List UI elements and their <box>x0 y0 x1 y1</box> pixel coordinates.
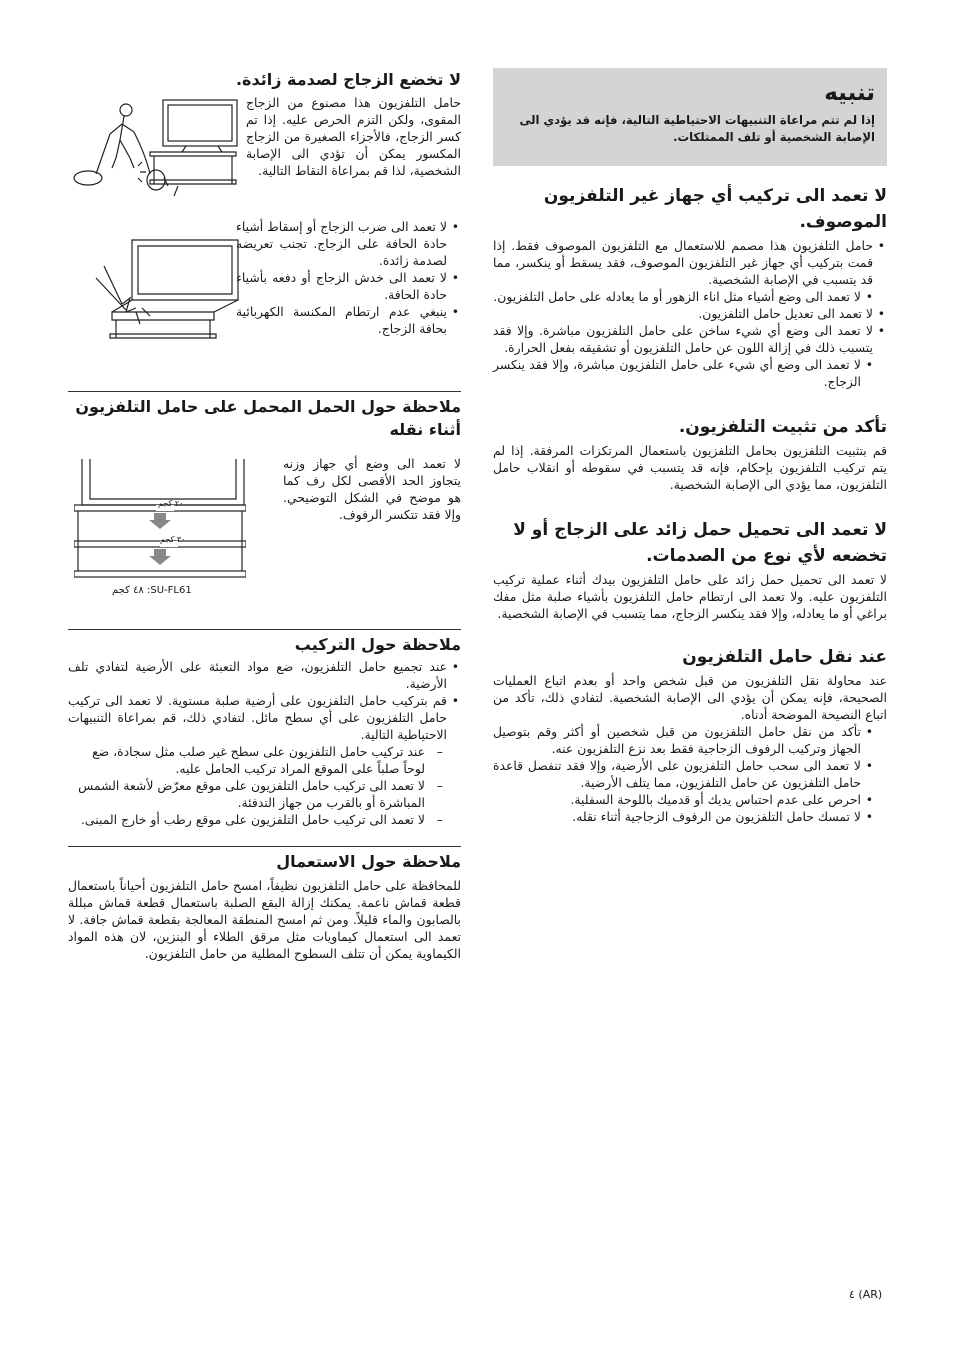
left-column <box>68 68 461 962</box>
section-text: للمحافظة على حامل التلفزيون نظيفاً، امسح حامل التلفزيون أحياناً باستعمال قطعة قماش ناعمة. يمكنك إزالة البقع الصلبة باستعمال قطعة قماش مبللة بالصابون والماء قليلاً. ومن ثم امسح المنطقة المعالجة بقطعة قماش جافة. لا تعمد الى استعمال كيماويات مثل مرقق الطلاء أو البنزين، لان هذه المواد الكيماوية يمكن أن تتلف السطوح المطلية من حامل التلفزيون. <box>68 878 461 961</box>
dash-list <box>68 743 447 828</box>
list-item: • ينبغي عدم ارتطام المكنسة الكهربائية بحافة الزجاج. <box>236 303 461 337</box>
warning-box <box>493 68 887 166</box>
bullet-list <box>68 658 461 743</box>
section-specified-tv-only <box>493 183 887 390</box>
section-title: ملاحظة حول الاستعمال <box>276 852 461 871</box>
list-item: • لا تعمد الى ضرب الزجاج أو إسقاط أشياء حادة الحافة على الزجاج. تجنب تعريضه لصدمة زائدة. <box>236 218 461 269</box>
warning-title: تنبيه <box>824 80 875 106</box>
section-text: عند محاولة نقل التلفزيون من قبل شخص واحد أو بعدم اتباع العمليات الصحيحة، فإنه يمكن أن يؤدي الى الإصابة الشخصية. لتفادي ذلك، تأكد من اتباع النصيحة الموضحة أدناه. <box>493 673 887 722</box>
weight-mid-label: ٣٠ كجم <box>160 535 186 544</box>
list-item: • لا تعمد الى خدش الزجاج أو دفعه بأشياء حادة الحافة. <box>236 269 461 303</box>
list-item: – لا تعمد الى تركيب حامل التلفزيون على موقع معرّض لأشعة الشمس المباشرة أو بالقرب من جهاز التدفئة. <box>68 777 447 811</box>
list-item: – عند تركيب حامل التلفزيون على سطح غير صلب مثل سجادة، ضع لوحاً صلباً على الموقع المراد تركيب الحامل عليه. <box>68 743 447 777</box>
section-title: تأكد من تثبيت التلفزيون. <box>678 417 887 437</box>
section-glass-shock <box>68 68 461 388</box>
bullet-list <box>493 723 887 825</box>
diagram-caption: SU-FL61: ٤٨ كجم <box>112 585 192 596</box>
section-text: قم بتثبيت التلفزيون بحامل التلفزيون باستعمال المرتكزات المرفقة. إذا لم يتم تركيب التلفزيون بإحكام، فإنه قد يتسبب في سقوطه أو انقلاب حامل التلفزيون، مما يؤدي الى الإصابة الشخصية. <box>493 443 887 492</box>
warning-text: إذا لم تتم مراعاة التنبيهات الاحتياطية التالية، فإنه قد يؤدي الى الإصابة الشخصية أو تلف الممتلكات. <box>519 113 875 144</box>
section-secure-tv <box>493 414 887 493</box>
divider <box>68 846 461 847</box>
section-title: عند نقل حامل التلفزيون <box>682 647 887 667</box>
list-item: • لا تمسك حامل التلفزيون من الرفوف الزجاجية أثناء نقله. <box>493 808 887 825</box>
list-item: • احرص على عدم احتباس يديك أو قدميك باللوحة السفلية. <box>493 791 887 808</box>
list-item: • عند تجميع حامل التلفزيون، ضع مواد التعبئة على الأرضية لتفادي تلف الأرضية. <box>68 658 461 692</box>
list-item: • لا تعمد الى وضع أي شيء على حامل التلفزيون مباشرة، وإلا فقد ينكسر الزجاج. <box>493 356 887 390</box>
section-title: ملاحظة حول الحمل المحمل على حامل التلفزيون أثناء نقله <box>75 397 461 439</box>
section-installation-note <box>68 633 461 828</box>
list-item: • لا تعمد الى وضع أي شيء ساخن على حامل التلفزيون مباشرة. وإلا فقد يتسبب ذلك في إزالة اللون عن حامل التلفزيون أو تشقيقه بفعل الحرارة. <box>493 322 887 356</box>
list-item: • تأكد من نقل حامل التلفزيون من قبل شخصين أو أكثر وقم بتوصيل الجهاز وتركيب الرفوف الزجاجية فقط بعد نزع التلفزيون عنه. <box>493 723 887 757</box>
list-item: – لا تعمد الى تركيب حامل التلفزيون على موقع رطب أو خارج المبنى. <box>68 811 447 828</box>
section-text: لا تعمد الى وضع أي جهاز وزنه يتجاوز الحد الأقصى لكل رف كما هو موضح في الشكل التوضيحي. وإلا فقد تتكسر الرفوف. <box>283 456 461 522</box>
list-item: • لا تعمد الى سحب حامل التلفزيون على الأرضية، وإلا فقد تنفصل قاعدة حامل التلفزيون عن حامل التلفزيون، مما يتلف الأرضية. <box>493 757 887 791</box>
bullet-list <box>236 218 461 337</box>
section-load-note <box>68 395 461 619</box>
section-moving-stand <box>493 644 887 825</box>
list-item: • لا تعمد الى تعديل حامل التلفزيون. <box>493 305 887 322</box>
person-vacuuming-icon <box>68 96 240 204</box>
page-number: ٤ (AR) <box>849 1288 883 1301</box>
section-title: لا تعمد الى تحميل حمل زائد على الزجاج أو لا تخضعه لأي نوع من الصدمات. <box>513 520 887 566</box>
section-glass-load <box>493 517 887 622</box>
list-item: • قم بتركيب حامل التلفزيون على أرضية صلبة مستوية. لا تعمد الى تركيب حامل التلفزيون على أي سطح مائل. لتفادي ذلك، قم بمراعاة التنبيهات الاحتياطية التالية. <box>68 692 461 743</box>
list-item: • حامل التلفزيون هذا مصمم للاستعمال مع التلفزيون الموصوف فقط. إذا قمت بتركيب أي جهاز غير التلفزيون الموصوف، فقد يسقط أو ينكسر، مما قد يتسبب في الإصابة الشخصية. <box>493 237 887 288</box>
divider <box>68 391 461 392</box>
divider <box>68 629 461 630</box>
section-title: ملاحظة حول التركيب <box>294 635 461 654</box>
right-column <box>493 68 887 825</box>
section-title: لا تخضع الزجاج لصدمة زائدة. <box>235 70 461 89</box>
list-item: • لا تعمد الى وضع أشياء مثل اناء الزهور أو ما يعادله على حامل التلفزيون. <box>493 288 887 305</box>
bullet-list <box>493 237 887 390</box>
section-usage-note <box>68 850 461 962</box>
tv-on-stand-impact-icon <box>92 238 242 342</box>
section-text: لا تعمد الى تحميل حمل زائد على حامل التلفزيون بيدك أثناء عملية تركيب التلفزيون عليه. ولا تعمد الى ارتطام حامل التلفزيون بأشياء صلبة مثل مفك براغي أو ما يعادله، وإلا فقد ينكسر الزجاج، مما يتسبب في الإصابة الشخصية. <box>493 572 887 621</box>
shelf-load-diagram <box>74 459 246 579</box>
section-title: لا تعمد الى تركيب أي جهاز غير التلفزيون الموصوف. <box>543 186 887 232</box>
weight-top-label: ٢٠ كجم <box>158 499 184 508</box>
section-text: حامل التلفزيون هذا مصنوع من الزجاج المقوى، ولكن التزم الحرص عليه. إذا تم كسر الزجاج، فالأجزاء الصغيرة من الزجاج المكسور يمكن أن تؤدي الى الإصابة الشخصية، لذا قم بمراعاة النقاط التالية. <box>246 95 461 178</box>
